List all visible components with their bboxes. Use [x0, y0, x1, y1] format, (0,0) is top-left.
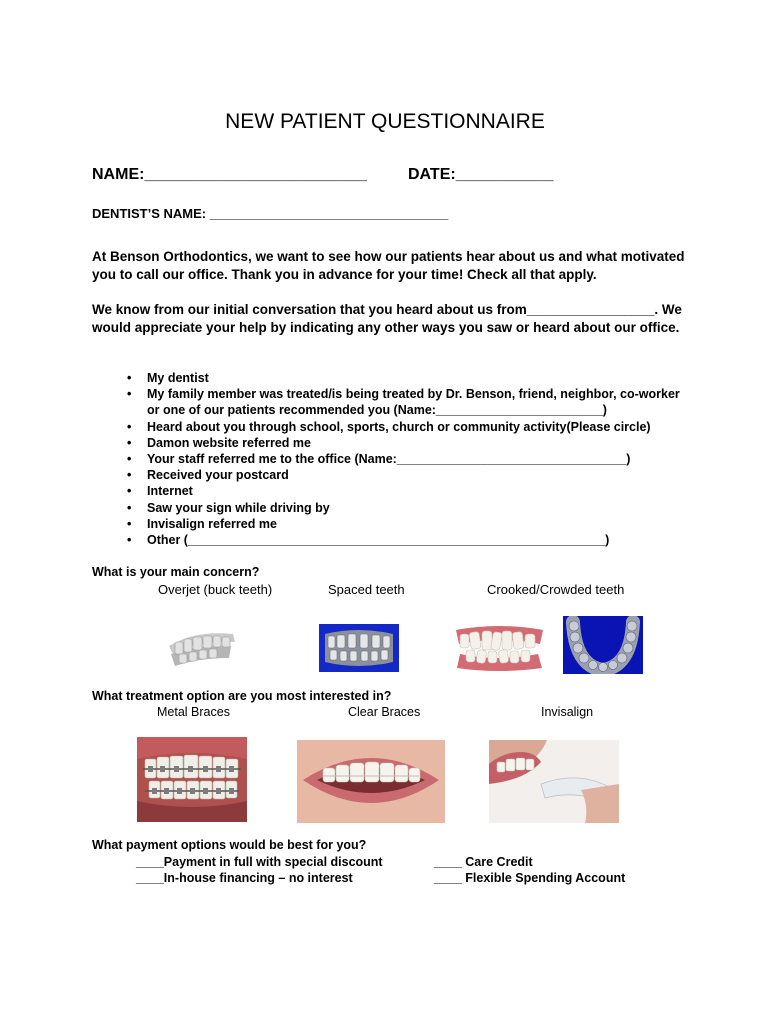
option-damon-website[interactable]: • Damon website referred me: [92, 435, 692, 451]
metal-braces-image: [137, 737, 247, 822]
clear-braces-image: [297, 740, 445, 823]
invisalign-image: [489, 740, 619, 823]
referral-options-list: [92, 370, 692, 548]
treatment-label-metal: Metal Braces: [157, 705, 230, 719]
option-sign[interactable]: • Saw your sign while driving by: [92, 500, 692, 516]
intro-paragraph: At Benson Orthodontics, we want to see how our patients hear about us and what motivated you to call our office. Thank you in advance for your time! Check all that apply.: [92, 249, 685, 282]
option-staff-referral[interactable]: • Your staff referred me to the office (Name:_________________________________): [92, 451, 692, 467]
option-family-member[interactable]: • My family member was treated/is being treated by Dr. Benson, friend, neighbor, co-worker or one of our patients recommended you (Name:________________________): [92, 386, 692, 418]
dentist-name-blank[interactable]: _________________________________: [209, 206, 449, 221]
dentist-name-label: [92, 206, 448, 221]
payment-option-full[interactable]: ____Payment in full with special discount: [136, 855, 383, 869]
option-internet[interactable]: • Internet: [92, 483, 692, 499]
treatment-label-invisalign: Invisalign: [541, 705, 594, 719]
page-title: NEW PATIENT QUESTIONNAIRE: [225, 110, 545, 133]
payment-option-care-credit[interactable]: ____ Care Credit: [434, 855, 533, 869]
concern-question: What is your main concern?: [92, 565, 260, 579]
crowded-teeth-image: [452, 622, 547, 672]
payment-option-inhouse[interactable]: ____In-house financing – no interest: [136, 871, 353, 885]
concern-label-spaced: Spaced teeth: [328, 582, 405, 597]
option-invisalign[interactable]: • Invisalign referred me: [92, 516, 692, 532]
payment-option-fsa[interactable]: ____ Flexible Spending Account: [434, 871, 626, 885]
option-postcard[interactable]: • Received your postcard: [92, 467, 692, 483]
crowded-arch-image: [563, 616, 643, 674]
dentist-label-text: DENTIST’S NAME:: [92, 206, 207, 221]
option-my-dentist[interactable]: • My dentist: [92, 370, 692, 386]
concern-label-overjet: Overjet (buck teeth): [158, 582, 273, 597]
option-other[interactable]: • Other (____________________________________________________________): [92, 532, 692, 548]
date-field[interactable]: DATE:___________: [408, 166, 554, 183]
payment-question: What payment options would be best for you?: [92, 838, 367, 852]
option-school-activity[interactable]: • Heard about you through school, sports, church or community activity(Please circle): [92, 419, 692, 435]
overjet-teeth-image: [165, 624, 240, 669]
concern-label-crowded: Crooked/Crowded teeth: [487, 582, 625, 597]
name-field[interactable]: NAME:_________________________: [92, 166, 367, 183]
treatment-label-clear: Clear Braces: [348, 705, 421, 719]
heard-from-paragraph: We know from our initial conversation that you heard about us from_________________. We would appreciate your help by indicating any other ways you saw or heard about our office.: [92, 302, 682, 335]
treatment-question: What treatment option are you most interested in?: [92, 689, 392, 703]
spaced-teeth-image: [319, 624, 399, 672]
